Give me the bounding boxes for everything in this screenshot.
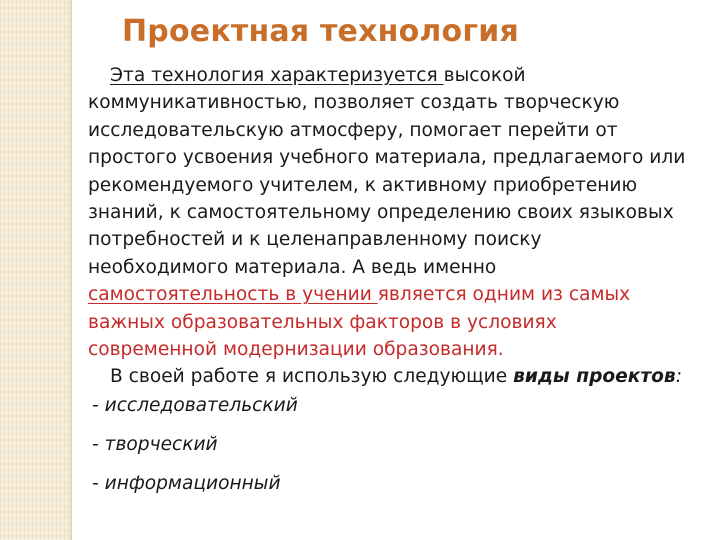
text-fragment: высокой xyxy=(443,65,526,86)
text-line-10: важных образовательных факторов в условиях xyxy=(88,311,557,333)
colon: : xyxy=(675,366,682,388)
highlighted-text-fragment: является одним из самых xyxy=(377,284,631,306)
text-line-9 xyxy=(88,281,718,308)
description-text xyxy=(88,62,718,391)
slide-title: Проектная технология xyxy=(122,14,519,49)
text-line-12 xyxy=(88,363,718,390)
text-line-8: необходимого материала. А ведь именно xyxy=(88,256,497,278)
list-item: - творческий xyxy=(92,434,218,455)
text-line-4: простого усвоения учебного материала, предлагаемого или xyxy=(88,147,686,169)
intro-text: В своей работе я использую следующие xyxy=(110,366,514,388)
text-line-7: потребностей и к целенаправленному поиску xyxy=(88,229,542,251)
list-item: - исследовательский xyxy=(92,395,298,416)
text-line-3: исследовательскую атмосферу, помогает перейти от xyxy=(88,119,618,141)
text-line-11: современной модернизации образования. xyxy=(88,339,504,361)
decorative-side-band xyxy=(0,0,70,540)
project-types-emphasis: виды проектов xyxy=(513,366,676,388)
project-types-list xyxy=(92,395,298,512)
highlighted-underlined-phrase: самостоятельность в учении xyxy=(88,284,378,306)
text-line-5: рекомендуемого учителем, к активному приобретению xyxy=(88,174,638,196)
list-item: - информационный xyxy=(92,473,281,494)
side-band-divider xyxy=(70,0,72,540)
underlined-phrase: Эта технология характеризуется xyxy=(110,65,444,86)
text-line-1 xyxy=(88,62,718,89)
text-line-2: коммуникативностью, позволяет создать творческую xyxy=(88,92,620,114)
text-line-6: знаний, к самостоятельному определению своих языковых xyxy=(88,202,674,224)
